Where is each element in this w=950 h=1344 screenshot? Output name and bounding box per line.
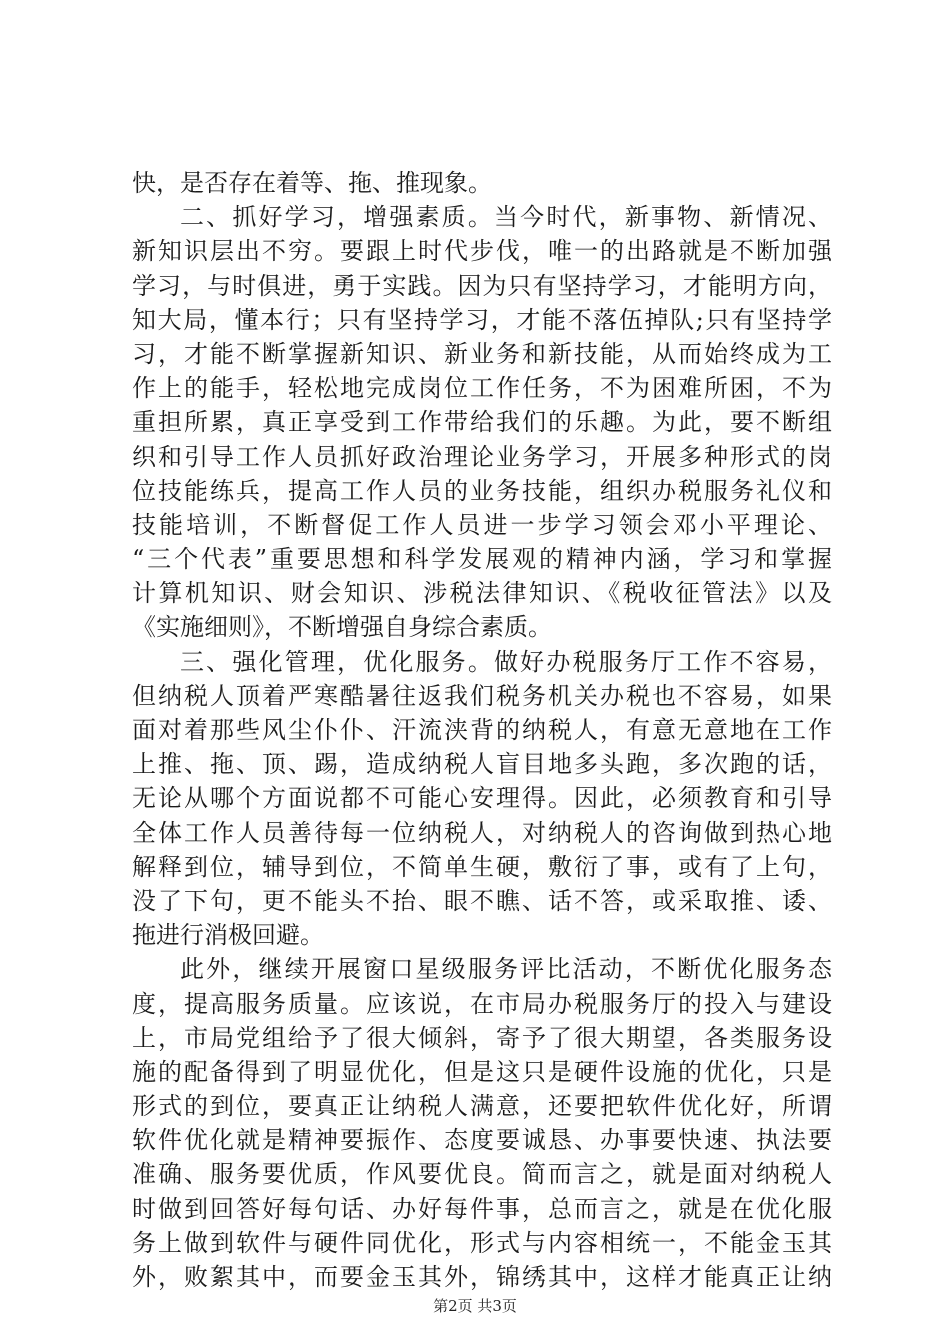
text-line: 度，提高服务质量。应该说，在市局办税服务厅的投入与建设 [132, 989, 832, 1018]
text-line: 《实施细则》，不断增强自身综合素质。 [132, 613, 552, 642]
text-line: “三个代表”重要思想和科学发展观的精神内涵，学习和掌握 [132, 545, 832, 574]
text-line: 务上做到软件与硬件同优化，形式与内容相统一，不能金玉其 [132, 1228, 832, 1257]
text-line: 无论从哪个方面说都不可能心安理得。因此，必须教育和引导 [132, 784, 832, 813]
text-line: 拖进行消极回避。 [132, 921, 324, 950]
text-line: 快，是否存在着等、拖、推现象。 [132, 169, 492, 197]
text-line: 软件优化就是精神要振作、态度要诚恳、办事要快速、执法要 [132, 1126, 832, 1155]
text-line: 上，市局党组给予了很大倾斜，寄予了很大期望，各类服务设 [132, 1023, 832, 1052]
text-line: 形式的到位，要真正让纳税人满意，还要把软件优化好，所谓 [132, 1092, 832, 1121]
text-line: 没了下句，更不能头不抬、眼不瞧、话不答，或采取推、诿、 [132, 886, 832, 915]
text-line: 解释到位，辅导到位，不简单生硬，敷衍了事，或有了上句， [132, 852, 832, 881]
text-line: 知大局，懂本行；只有坚持学习，才能不落伍掉队;只有坚持学 [132, 305, 832, 334]
text-line: 面对着那些风尘仆仆、汗流浃背的纳税人，有意无意地在工作 [132, 716, 832, 744]
text-line: 上推、拖、顶、踢，造成纳税人盲目地多头跑，多次跑的话， [132, 750, 832, 779]
text-line: 作上的能手，轻松地完成岗位工作任务，不为困难所困，不为 [132, 374, 832, 403]
text-line: 学习，与时俱进，勇于实践。因为只有坚持学习，才能明方向， [132, 271, 832, 300]
text-line: 施的配备得到了明显优化，但是这只是硬件设施的优化，只是 [132, 1057, 832, 1086]
text-line: 织和引导工作人员抓好政治理论业务学习，开展多种形式的岗 [132, 442, 832, 471]
text-line: 但纳税人顶着严寒酷暑往返我们税务机关办税也不容易，如果 [132, 681, 832, 710]
text-line: 此外，继续开展窗口星级服务评比活动，不断优化服务态 [180, 955, 832, 984]
text-line: 三、强化管理，优化服务。做好办税服务厅工作不容易， [180, 647, 832, 676]
text-line: 位技能练兵，提高工作人员的业务技能，组织办税服务礼仪和 [132, 476, 832, 505]
page-footer [0, 1296, 950, 1316]
text-line: 计算机知识、财会知识、涉税法律知识、《税收征管法》以及 [132, 579, 832, 608]
text-line: 二、抓好学习，增强素质。当今时代，新事物、新情况、 [180, 203, 832, 232]
text-line: 习，才能不断掌握新知识、新业务和新技能，从而始终成为工 [132, 339, 832, 368]
text-line: 外，败絮其中，而要金玉其外，锦绣其中，这样才能真正让纳 [132, 1263, 832, 1291]
page-number-label: 第2页 共3页 [433, 1297, 517, 1315]
text-line: 准确、服务要优质，作风要优良。简而言之，就是面对纳税人 [132, 1160, 832, 1189]
text-line: 时做到回答好每句话、办好每件事，总而言之，就是在优化服 [132, 1194, 832, 1223]
text-line: 重担所累，真正享受到工作带给我们的乐趣。为此，要不断组 [132, 408, 832, 437]
document-body [132, 166, 832, 1294]
text-line: 全体工作人员善待每一位纳税人，对纳税人的咨询做到热心地 [132, 818, 832, 847]
text-line: 技能培训，不断督促工作人员进一步学习领会邓小平理论、 [132, 510, 832, 539]
text-line: 新知识层出不穷。要跟上时代步伐，唯一的出路就是不断加强 [132, 237, 832, 266]
